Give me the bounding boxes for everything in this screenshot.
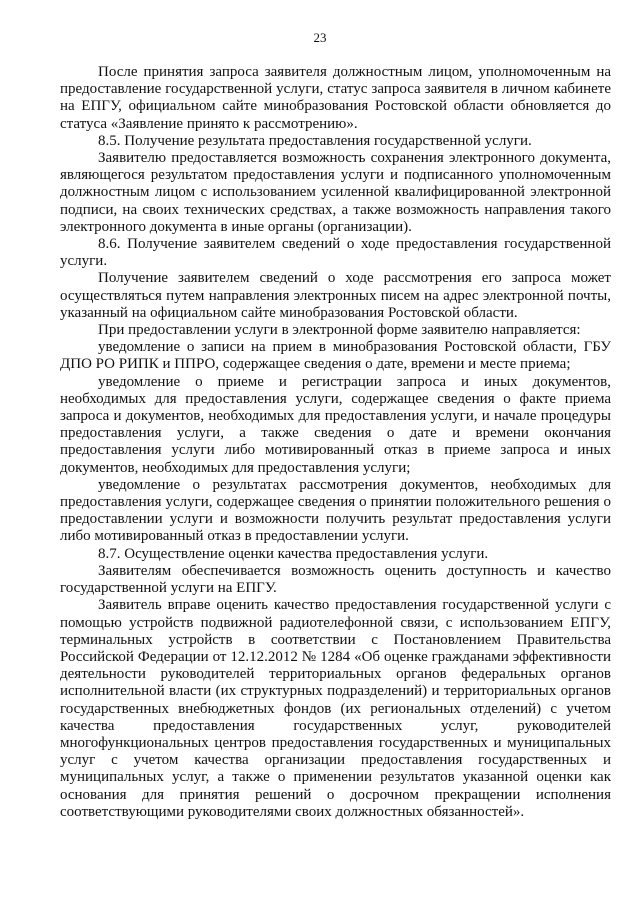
paragraph-status-update: После принятия запроса заявителя должностным лицом, уполномоченным на предоставление государственной услуги, статус запроса заявителя в личном кабинете на ЕПГУ, официальном сайте минобразования Ростовской области обновляется до статуса «Заявление принято к рассмотрению».	[60, 64, 611, 132]
document-body	[60, 64, 611, 821]
list-item-registration-notice: уведомление о приеме и регистрации запроса и иных документов, необходимых для предоставления услуги, содержащее сведения о факте приема запроса и документов, необходимых для предоставления услуги, и начале процедуры предоставления услуги, а также сведения о дате и времени окончания предоставления услуги либо мотивированный отказ в приеме запроса и иных документов, необходимых для предоставления услуги;	[60, 373, 611, 476]
paragraph-result-saving: Заявителю предоставляется возможность сохранения электронного документа, являющегося результатом предоставления услуги и подписанного уполномоченным должностным лицом с использованием усиленной квалифицированной электронной подписи, на своих технических средствах, а также возможность направления такого электронного документа в иные органы (организации).	[60, 150, 611, 235]
section-heading-8-6: 8.6. Получение заявителем сведений о ходе предоставления государственной услуги.	[60, 236, 611, 270]
section-heading-8-7: 8.7. Осуществление оценки качества предоставления услуги.	[98, 545, 489, 562]
paragraph-quality-assessment: Заявителям обеспечивается возможность оценить доступность и качество государственной услуги на ЕПГУ.	[60, 562, 611, 597]
paragraph-notifications-intro: При предоставлении услуги в электронной форме заявителю направляется:	[98, 322, 581, 339]
paragraph-progress-info: Получение заявителем сведений о ходе рассмотрения его запроса может осуществляться путем направления электронных писем на адрес электронной почты, указанный на официальном сайте минобразования Ростовской области.	[60, 270, 611, 321]
list-item-appointment-notice: уведомление о записи на прием в минобразования Ростовской области, ГБУ ДПО РО РИПК и ППРО, содержащее сведения о дате, времени и месте приема;	[60, 339, 611, 373]
paragraph-quality-rights: Заявитель вправе оценить качество предоставления государственной услуги с помощью устройств подвижной радиотелефонной связи, с использованием ЕПГУ, терминальных устройств в соответствии с Постановлением Правительства Российской Федерации от 12.12.2012 № 1284 «Об оценке гражданами эффективности деятельности руководителей территориальных органов федеральных органов исполнительной власти (их структурных подразделений) и территориальных органов государственных внебюджетных фондов (их региональных отделений) с учетом качества предоставления государственных услуг, руководителей многофункциональных центров предоставления государственных и муниципальных услуг с учетом качества организации предоставления государственных и муниципальных услуг, а также о применении результатов указанной оценки как основания для принятия решений о досрочном прекращении исполнения соответствующими руководителями своих должностных обязанностей».	[60, 597, 611, 820]
page-number: 23	[313, 30, 327, 45]
list-item-result-notice: уведомление о результатах рассмотрения документов, необходимых для предоставления услуги, содержащее сведения о принятии положительного решения о предоставлении услуги и возможности получить результат предоставления услуги либо мотивированный отказ в предоставлении услуги.	[60, 476, 611, 545]
section-heading-8-5: 8.5. Получение результата предоставления государственной услуги.	[98, 132, 532, 149]
